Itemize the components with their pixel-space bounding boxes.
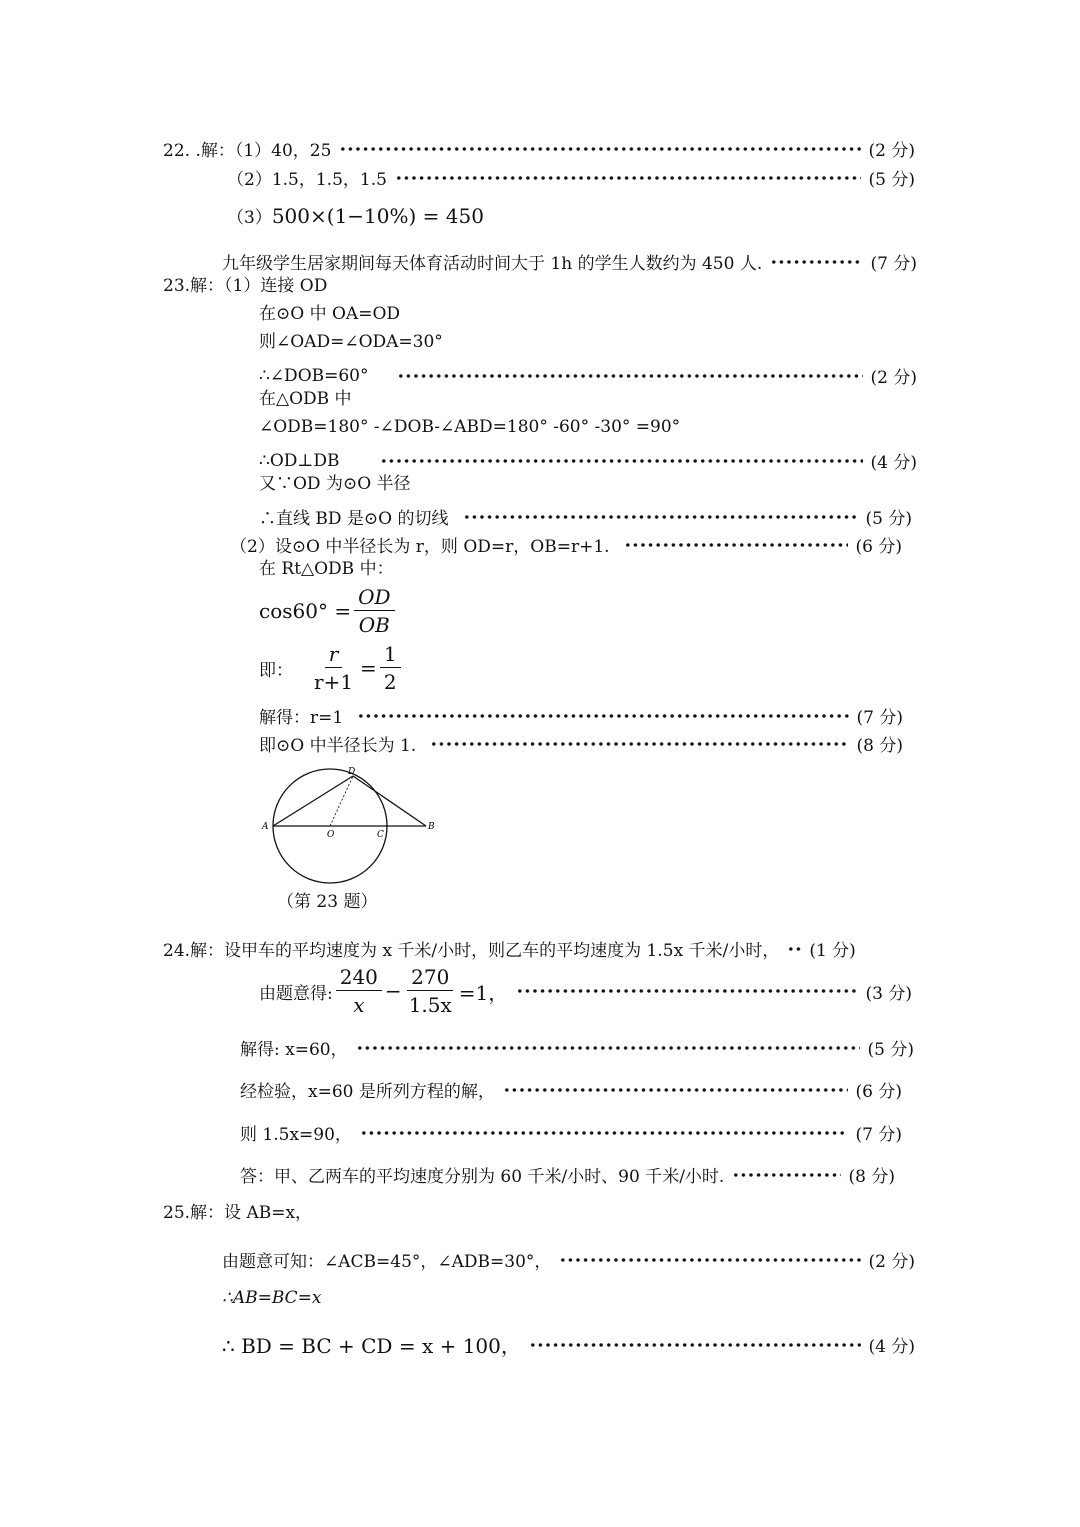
q22-line3-expression: 500×(1−10%) = 450 <box>271 203 484 228</box>
q24-step1 <box>240 1035 914 1060</box>
fraction <box>336 966 382 1016</box>
leader-dots <box>787 947 801 951</box>
score-label: (4 分) <box>870 453 917 473</box>
q23-part2-text: （2）设⊙O 中半径长为 r，则 OD=r，OB=r+1. <box>230 537 610 557</box>
minus-sign: − <box>384 979 402 1003</box>
leader-dots <box>395 176 861 180</box>
q23-line4-text: ∴∠DOB=60° <box>259 365 369 386</box>
q25-heading: 25.解：设 AB=x， <box>163 1203 313 1223</box>
score-label: (5 分) <box>868 170 915 190</box>
score-label: (6 分) <box>855 1082 902 1102</box>
leader-dots <box>529 1343 861 1347</box>
q23-figure-caption: （第 23 题） <box>277 892 378 912</box>
fraction-numerator: r <box>325 643 343 668</box>
q23-solve-text: 解得：r=1 <box>259 708 344 728</box>
leader-dots <box>559 1258 860 1262</box>
label-a: A <box>262 822 269 832</box>
q24-step1-text: 解得: x=60， <box>240 1040 348 1060</box>
score-label: (5 分) <box>867 1040 914 1060</box>
q24-answer-text: 答：甲、乙两车的平均速度分别为 60 千米/小时、90 千米/小时. <box>240 1167 725 1187</box>
q23-ratio-equation <box>259 643 404 693</box>
fraction-denominator: 1.5x <box>408 993 452 1017</box>
fraction-denominator: x <box>353 993 365 1017</box>
q23-part2 <box>230 532 902 557</box>
q22-line1 <box>163 136 915 161</box>
fraction-denominator: r+1 <box>314 670 354 694</box>
q23-line9-text: ∴直线 BD 是⊙O 的切线 <box>259 509 449 529</box>
segment-db <box>353 776 426 826</box>
q25-line4-text: ∴ BD = BC + CD = x + 100， <box>222 1334 521 1358</box>
q23-line: ∠ODB=180° -∠DOB-∠ABD=180° -60° -30° =90° <box>259 417 681 437</box>
label-b: B <box>428 822 435 832</box>
q25-line3: ∴AB=BC=x <box>222 1288 322 1308</box>
q23-geometry-figure <box>258 766 448 886</box>
q22-line2-text: （2）1.5，1.5，1.5 <box>227 170 387 190</box>
leader-dots <box>357 714 848 718</box>
q23-line7 <box>259 448 917 473</box>
fraction <box>405 966 456 1016</box>
q25-line2 <box>222 1247 915 1272</box>
leader-dots <box>339 147 860 151</box>
label-c: C <box>377 830 384 840</box>
score-label: (4 分) <box>868 1337 915 1357</box>
fraction-denominator: OB <box>358 613 390 637</box>
cos-lhs: cos60° = <box>259 599 352 623</box>
score-label: (2 分) <box>868 141 915 161</box>
score-label: (1 分) <box>809 941 856 961</box>
q23-line9 <box>259 504 912 529</box>
score-label: (6 分) <box>855 537 902 557</box>
leader-dots <box>732 1173 840 1177</box>
q24-equation <box>259 966 912 1016</box>
leader-dots <box>624 543 848 547</box>
q24-step3-text: 则 1.5x=90， <box>240 1125 352 1145</box>
score-label: (8 分) <box>856 736 903 756</box>
leader-dots <box>360 1131 848 1135</box>
q25-line2-text: 由题意可知：∠ACB=45°，∠ADB=30°， <box>222 1252 552 1272</box>
score-label: (7 分) <box>870 254 917 274</box>
q23-heading: 23.解：（1）连接 OD <box>163 276 328 296</box>
score-label: (8 分) <box>848 1167 895 1187</box>
leader-dots <box>516 989 857 993</box>
q23-line7-text: ∴OD⊥DB <box>259 450 340 471</box>
leader-dots <box>503 1088 848 1092</box>
leader-dots <box>397 374 863 378</box>
label-o: O <box>327 830 335 840</box>
q24-step2 <box>240 1077 902 1102</box>
fraction-denominator: 2 <box>383 670 397 694</box>
fraction-numerator: 270 <box>407 966 453 991</box>
q23-radius <box>259 731 903 756</box>
q23-cos-equation <box>259 586 398 636</box>
score-label: (2 分) <box>868 1252 915 1272</box>
score-label: (5 分) <box>865 509 912 529</box>
q22-line1-text: 22. .解：（1）40，25 <box>163 141 332 161</box>
fraction-numerator: 1 <box>380 643 401 668</box>
label-d: D <box>348 767 356 777</box>
fraction <box>380 643 401 693</box>
q24-equation-label: 由题意得: <box>259 983 333 1004</box>
fraction-numerator: 240 <box>336 966 382 991</box>
q24-heading-text: 24.解：设甲车的平均速度为 x 千米/小时，则乙车的平均速度为 1.5x 千米/小时， <box>163 941 780 961</box>
q23-line: 则∠OAD=∠ODA=30° <box>259 332 443 352</box>
equation-rhs: =1， <box>458 980 509 1005</box>
leader-dots <box>356 1046 860 1050</box>
q22-line4 <box>222 249 917 274</box>
leader-dots <box>463 515 858 519</box>
score-label: (7 分) <box>855 1125 902 1145</box>
q24-answer <box>240 1162 895 1187</box>
leader-dots <box>770 260 862 264</box>
q22-line3 <box>227 203 484 228</box>
q23-line: 在△ODB 中 <box>259 389 352 409</box>
score-label: (7 分) <box>856 708 903 728</box>
score-label: (3 分) <box>865 983 912 1004</box>
q23-line: 在 Rt△ODB 中： <box>259 559 394 579</box>
q22-line2 <box>227 165 915 190</box>
ji-label: 即： <box>259 660 293 681</box>
equals-sign: = <box>360 656 377 680</box>
q23-line4 <box>259 363 917 388</box>
q22-line3-label: （3） <box>227 208 272 228</box>
leader-dots <box>430 742 848 746</box>
q24-step2-text: 经检验，x=60 是所列方程的解， <box>240 1082 495 1102</box>
q24-heading <box>163 936 911 961</box>
q25-line4 <box>222 1330 915 1359</box>
fraction <box>354 586 394 636</box>
score-label: (2 分) <box>870 368 917 388</box>
fraction-numerator: OD <box>354 586 394 611</box>
fraction <box>310 643 357 693</box>
q23-line: 又∵OD 为⊙O 半径 <box>259 474 411 494</box>
q22-line4-text: 九年级学生居家期间每天体育活动时间大于 1h 的学生人数约为 450 人. <box>222 254 763 274</box>
q23-solve <box>259 703 903 728</box>
leader-dots <box>380 459 863 463</box>
q23-radius-text: 即⊙O 中半径长为 1. <box>259 736 417 756</box>
q24-step3 <box>240 1120 902 1145</box>
q23-line: 在⊙O 中 OA=OD <box>259 304 401 324</box>
segment-ad <box>273 776 353 826</box>
